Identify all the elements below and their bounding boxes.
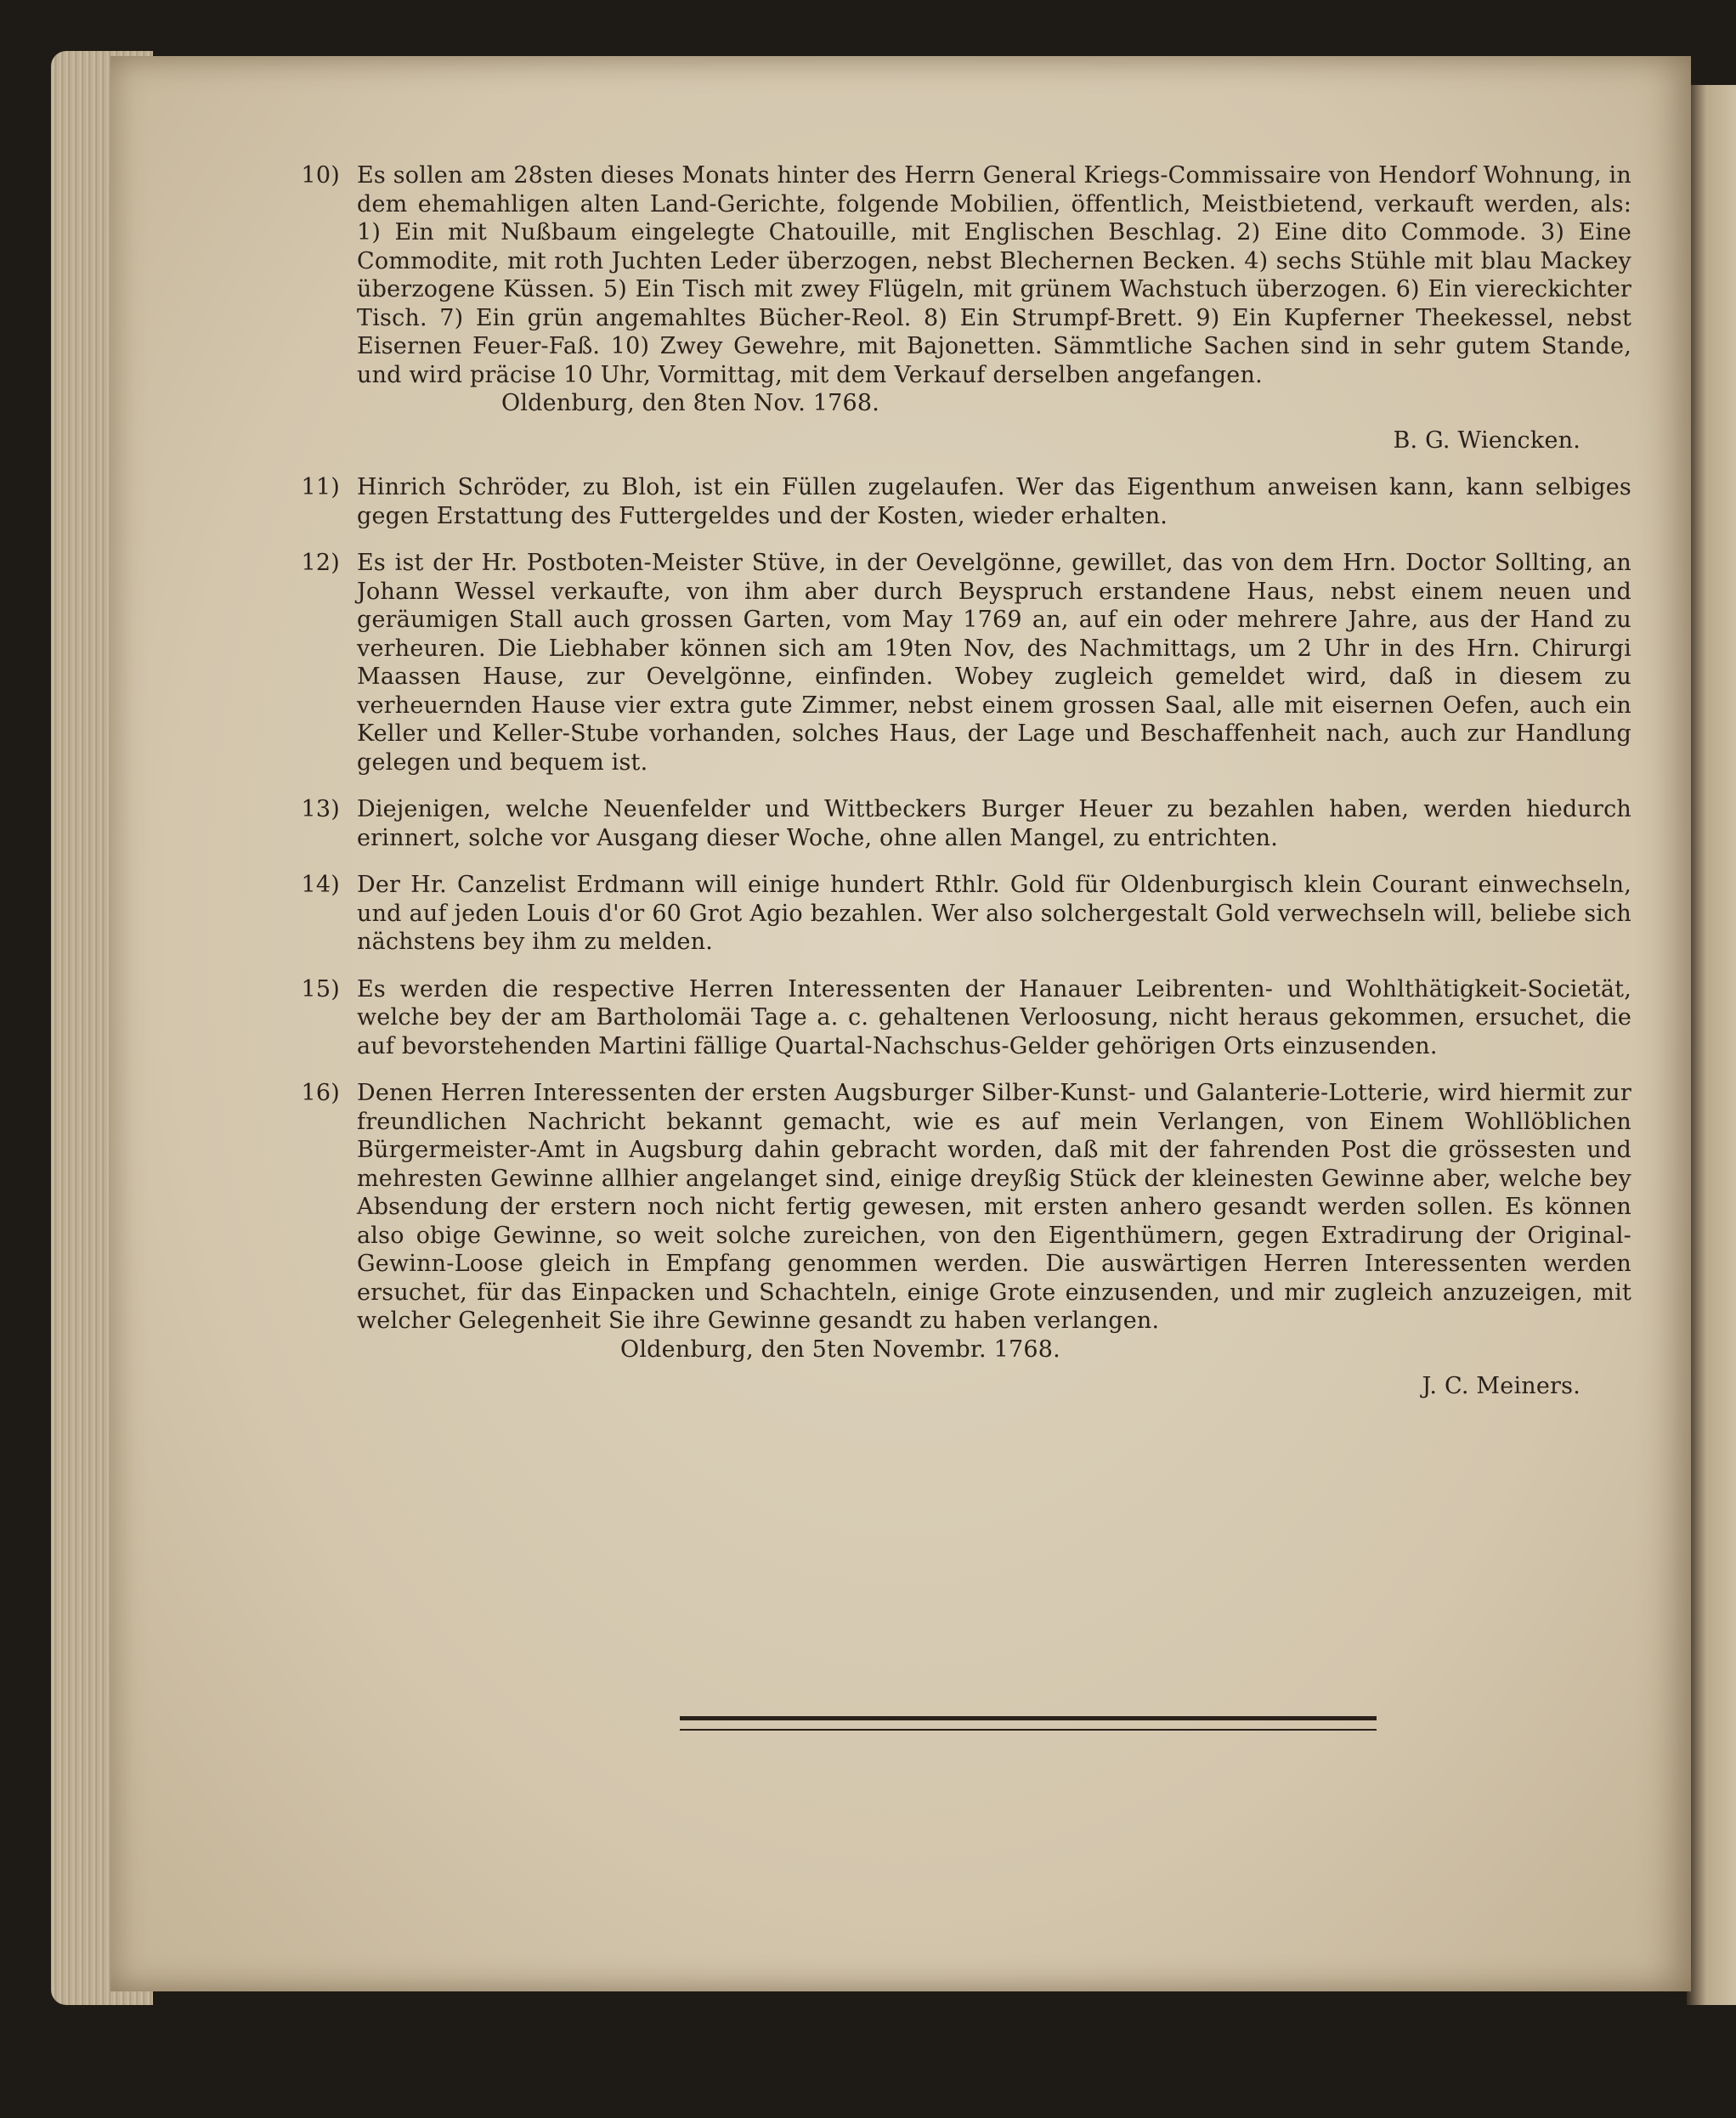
notice-text: Denen Herren Interessenten der ersten Augsburger Silber-Kunst- und Galanterie-Lotterie, wird hiermit zur freundlichen Nachricht bekannt gemacht, wie es auf mein Verlangen, von Einem Wohllöblichen Bürgermeister-Amt in Augsburg dahin gebracht worden, daß mit der fahrenden Post die grössesten und mehresten Gewinne allhier angelanget sind, einige dreyßig Stück der kleinesten Gewinne aber, welche bey Absendung der erstern noch nicht fertig gewesen, mit ersten anhero gesandt werden sollen. Es können also obige Gewinne, so weit solche zureichen, von den Eigenthümern, gegen Extradirung der Original-Gewinn-Loose gleich in Empfang genommen werden. Die auswärtigen Herren Interessenten werden ersuchet, für das Einpacken und Schachteln, einige Grote einzusenden, und mir zugleich anzuzeigen, mit welcher Gelegenheit Sie ihre Gewinne gesandt zu haben verlangen. [357, 1080, 1631, 1334]
notice-number: 15) [301, 975, 340, 1003]
notice-place-date: Oldenburg, den 8ten Nov. 1768. [501, 390, 880, 416]
notice-number: 13) [301, 796, 340, 822]
advertisement-column [301, 161, 1631, 1420]
notice-signer: B. G. Wiencken. [1393, 426, 1580, 454]
notice-signer: J. C. Meiners. [1422, 1373, 1580, 1399]
notice-text: Der Hr. Canzelist Erdmann will einige hundert Rthlr. Gold für Oldenburgisch klein Courant einwechseln, und auf jeden Louis d'or 60 Grot Agio bezahlen. Wer also solchergestalt Gold verwechseln will, beliebe sich nächstens bey ihm zu melden. [357, 872, 1631, 955]
notice-number: 10) [301, 162, 340, 189]
notice-text: Es sollen am 28sten dieses Monats hinter des Herrn General Kriegs-Commissaire von Hendorf Wohnung, in dem ehemahligen alten Land-Gerichte, folgende Mobilien, öffentlich, Meistbietend, verkauft werden, als: 1) Ein mit Nußbaum eingelegte Chatouille, mit Englischen Beschlag. 2) Eine dito Commode. 3) Eine Commodite, mit roth Juchten Leder überzogen, nebst Blechernen Becken. 4) sechs Stühle mit blau Mackey überzogene Küssen. 5) Ein Tisch mit zwey Flügeln, mit grünem Wachstuch überzogen. 6) Ein viereckichter Tisch. 7) Ein grün angemahltes Bücher-Reol. 8) Ein Strumpf-Brett. 9) Ein Kupferner Theekessel, nebst Eisernen Feuer-Faß. 10) Zwey Gewehre, mit Bajonetten. Sämmtliche Sachen sind in sehr gutem Stande, und wird präcise 10 Uhr, Vormittag, mit dem Verkauf derselben angefangen. [357, 162, 1631, 388]
end-rule-divider [680, 1716, 1377, 1731]
notice-13 [301, 795, 1631, 852]
notice-11 [301, 473, 1631, 530]
notice-10 [301, 161, 1631, 455]
notice-15 [301, 975, 1631, 1061]
notice-number: 12) [301, 550, 340, 576]
notice-text: Hinrich Schröder, zu Bloh, ist ein Füllen zugelaufen. Wer das Eigenthum anweisen kann, kann selbiges gegen Erstattung des Futtergeldes und der Kosten, wieder erhalten. [357, 474, 1631, 529]
notice-text: Es ist der Hr. Postboten-Meister Stüve, in der Oevelgönne, gewillet, das von dem Hrn. Doctor Sollting, an Johann Wessel verkaufte, von ihm aber durch Beyspruch erstandene Haus, nebst einem neuen und geräumigen Stall auch grossen Garten, vom May 1769 an, auf ein oder mehrere Jahre, aus der Hand zu verheuren. Die Liebhaber können sich am 19ten Nov, des Nachmittags, um 2 Uhr in des Hrn. Chirurgi Maassen Hause, zur Oevelgönne, einfinden. Wobey zugleich gemeldet wird, daß in diesem zu verheuernden Hause vier extra gute Zimmer, nebst einem grossen Saal, alle mit eisernen Oefen, auch ein Keller und Keller-Stube vorhanden, solches Haus, der Lage und Beschaffenheit nach, auch zur Handlung gelegen und bequem ist. [357, 550, 1631, 776]
notice-number: 11) [301, 474, 340, 500]
signature-row [357, 426, 1631, 455]
notice-text: Diejenigen, welche Neuenfelder und Wittbeckers Burger Heuer zu bezahlen haben, werden hiedurch erinnert, solche vor Ausgang dieser Woche, ohne allen Mangel, zu entrichten. [357, 796, 1631, 851]
notice-12 [301, 549, 1631, 777]
notice-number: 16) [301, 1080, 340, 1106]
signature-row [357, 1372, 1631, 1401]
notice-14 [301, 871, 1631, 957]
notice-place-date: Oldenburg, den 5ten Novembr. 1768. [620, 1336, 1060, 1363]
facing-page-edge [1687, 85, 1736, 2005]
notice-text: Es werden die respective Herren Interessenten der Hanauer Leibrenten- und Wohlthätigkeit-Societät, welche bey der am Bartholomäi Tage a. c. gehaltenen Verloosung, nicht heraus gekommen, ersuchet, die auf bevorstehenden Martini fällige Quartal-Nachschus-Gelder gehörigen Orts einzusenden. [357, 975, 1631, 1059]
notice-number: 14) [301, 872, 340, 898]
notice-16 [301, 1079, 1631, 1401]
